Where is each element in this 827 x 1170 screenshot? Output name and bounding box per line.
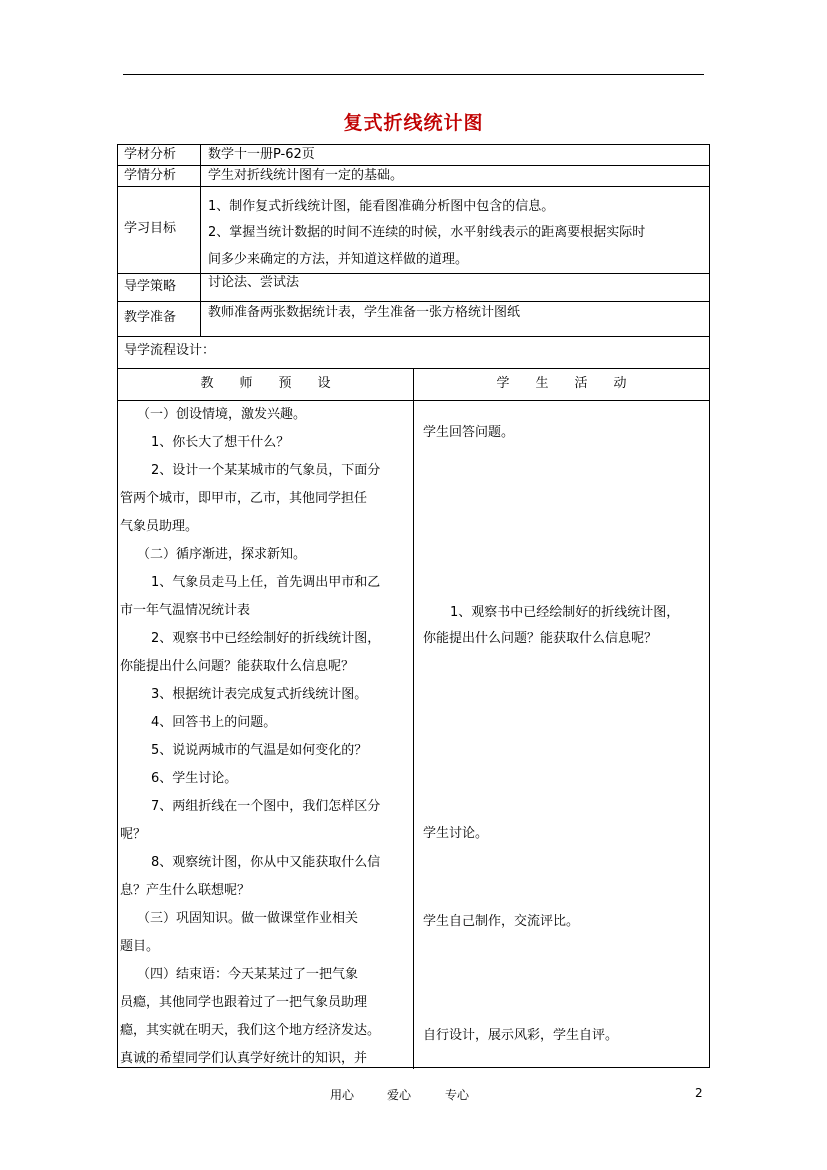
teacher-line: 3、根据统计表完成复式折线统计图。 [151,687,368,702]
value-learner: 学生对折线统计图有一定的基础。 [208,168,404,183]
student-line: 学生回答问题。 [423,425,515,440]
row-divider [118,336,709,337]
label-learner: 学情分析 [124,168,177,183]
label-materials: 学材分析 [124,147,177,162]
student-line: 学生自己制作，交流评比。 [423,914,580,929]
footer-mid: 爱心 [387,1088,412,1102]
student-line: 自行设计，展示风彩，学生自评。 [423,1028,619,1043]
teacher-line: 员瘾，其他同学也跟着过了一把气象员助理 [120,995,368,1010]
teacher-column-header: 教 师 预 设 [200,376,331,391]
teacher-line: 4、回答书上的问题。 [151,715,277,730]
teacher-line: 真诚的希望同学们认真学好统计的知识，并 [120,1051,368,1066]
label-preparation: 教学准备 [124,310,177,325]
teacher-line: 气象员助理。 [120,519,199,534]
teacher-line: 题目。 [120,939,160,954]
teacher-line: 呢？ [120,827,147,842]
student-column-header: 学 生 活 动 [496,376,627,391]
teacher-line: 你能提出什么问题？能获取什么信息呢？ [120,659,355,674]
student-line: 你能提出什么问题？能获取什么信息呢？ [423,631,658,646]
student-line: 学生讨论。 [423,826,489,841]
teacher-line: 2、观察书中已经绘制好的折线统计图， [151,631,381,646]
flow-label: 导学流程设计： [124,343,216,358]
row-divider [118,186,709,187]
teacher-line: 瘾，其实就在明天，我们这个地方经济发达。 [120,1023,381,1038]
teacher-line: 7、两组折线在一个图中，我们怎样区分 [151,799,381,814]
label-column-divider [200,145,201,336]
teacher-line: 管两个城市，即甲市，乙市，其他同学担任 [120,491,368,506]
teacher-line: （二）循序渐进，探求新知。 [137,547,307,562]
label-goals: 学习目标 [124,221,177,236]
document-title: 复式折线统计图 [343,112,484,134]
center-column-divider [413,368,414,1069]
teacher-line: （三）巩固知识。做一做课堂作业相关 [137,911,359,926]
row-divider [118,165,709,166]
row-divider [118,301,709,302]
label-strategy: 导学策略 [124,279,177,294]
value-materials: 数学十一册P-62页 [208,147,315,162]
teacher-line: 2、设计一个某某城市的气象员，下面分 [151,463,381,478]
footer-left: 用心 [330,1088,355,1102]
teacher-line: 市一年气温情况统计表 [120,603,251,618]
page-number: 2 [695,1086,703,1100]
teacher-line: 6、学生讨论。 [151,771,238,786]
teacher-line: （四）结束语：今天某某过了一把气象 [137,967,359,982]
student-line: 1、观察书中已经绘制好的折线统计图， [450,605,680,620]
row-divider [118,273,709,274]
teacher-line: 1、你长大了想干什么？ [151,435,290,450]
teacher-line: 8、观察统计图，你从中又能获取什么信 [151,855,381,870]
goal-line-1: 1、制作复式折线统计图，能看图准确分析图中包含的信息。 [208,199,555,214]
teacher-line: （一）创设情境，激发兴趣。 [137,407,307,422]
teacher-line: 息？产生什么联想呢？ [120,883,251,898]
header-rule [123,74,704,75]
goal-line-3: 间多少来确定的方法，并知道这样做的道理。 [208,252,469,267]
teacher-line: 1、气象员走马上任，首先调出甲市和乙 [151,575,381,590]
footer-right: 专心 [445,1088,470,1102]
teacher-line: 5、说说两城市的气温是如何变化的？ [151,743,368,758]
value-preparation: 教师准备两张数据统计表，学生准备一张方格统计图纸 [208,305,521,320]
value-strategy: 讨论法、尝试法 [208,275,300,290]
goal-line-2: 2、掌握当统计数据的时间不连续的时候，水平射线表示的距离要根据实际时 [208,225,646,240]
